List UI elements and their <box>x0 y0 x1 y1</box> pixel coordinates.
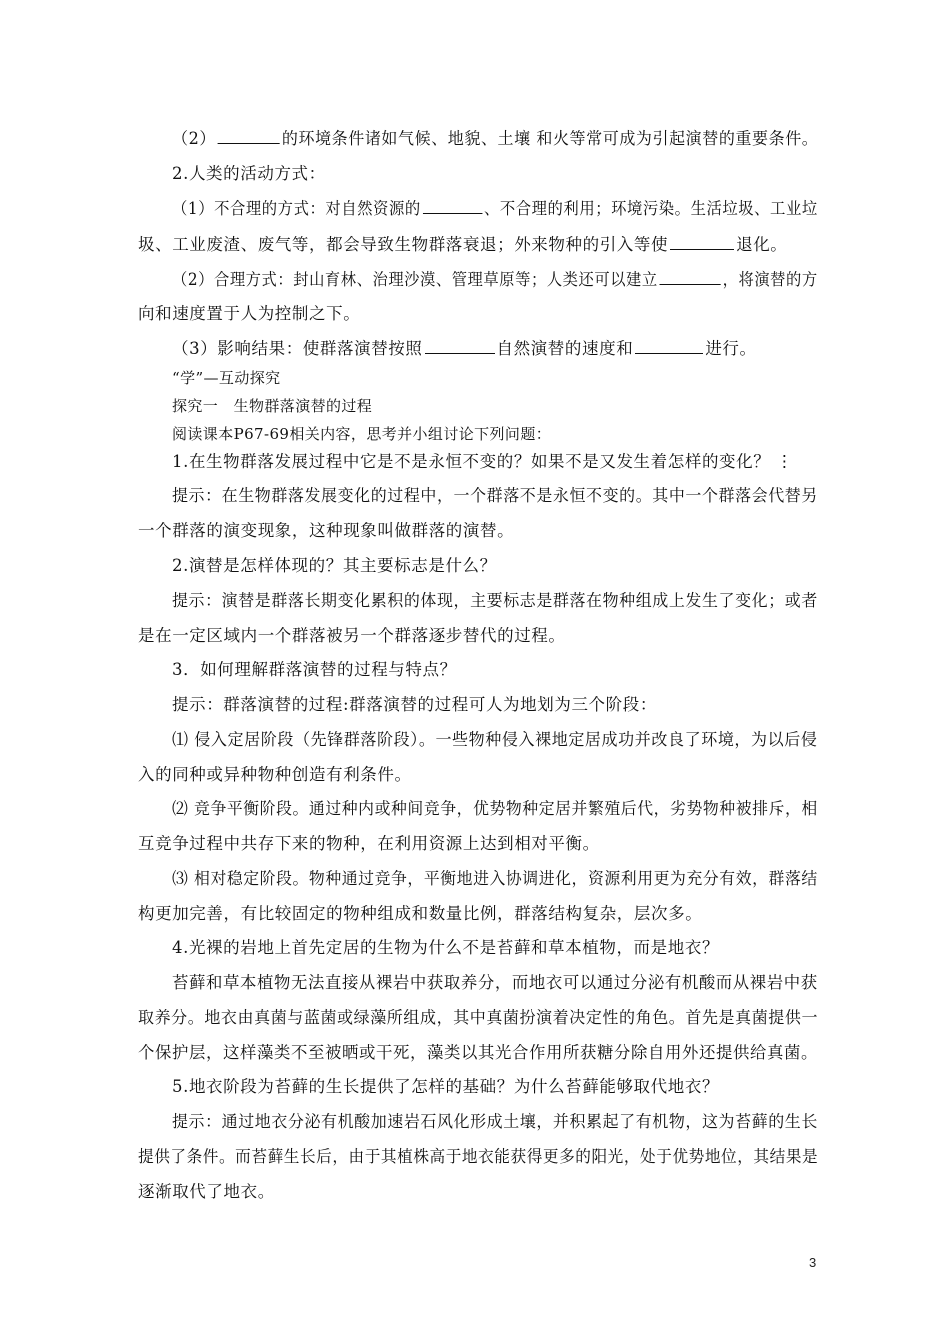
question-line: 2.演替是怎样体现的？其主要标志是什么？ <box>172 556 497 575</box>
text-segment: 圾、工业废渣、废气等，都会导致生物群落衰退；外来物种的引入等使 <box>138 235 669 254</box>
stage-line: ⑴ 侵入定居阶段（先锋群落阶段）。一些物种侵入裸地定居成功并改良了环境，为以后侵 <box>172 730 818 749</box>
question-line: 4.光裸的岩地上首先定居的生物为什么不是苔藓和草本植物，而是地衣？ <box>172 938 720 957</box>
answer-line: 提示：在生物群落发展变化的过程中，一个群落不是永恒不变的。其中一个群落会代替另 <box>172 486 818 505</box>
text-line <box>172 337 757 360</box>
instruction-line: 阅读课本P67-69相关内容，思考并小组讨论下列问题： <box>172 425 552 443</box>
fill-in-blank <box>660 268 721 285</box>
stage-line: ⑶ 相对稳定阶段。物种通过竞争，平衡地进入协调进化，资源利用更为充分有效，群落结 <box>172 869 818 888</box>
text-segment: 、不合理的利用；环境污染。生活垃圾、工业垃 <box>483 199 818 218</box>
answer-line: 一个群落的演变现象，这种现象叫做群落的演替。 <box>138 521 515 540</box>
stage-line: 入的同种或异种物种创造有利条件。 <box>138 765 412 784</box>
answer-line: 取养分。地衣由真菌与蓝菌或绿藻所组成，其中真菌扮演着决定性的角色。首先是真菌提供一 <box>138 1008 819 1027</box>
text-segment: 退化。 <box>736 235 788 254</box>
answer-line: 提示：通过地衣分泌有机酸加速岩石风化形成土壤，并积累起了有机物，这为苔藓的生长 <box>172 1112 818 1131</box>
answer-line: 个保护层，这样藻类不至被晒或干死，藻类以其光合作用所获糖分除自用外还提供给真菌。 <box>138 1043 819 1062</box>
answer-line: 苔藓和草本植物无法直接从裸岩中获取养分，而地衣可以通过分泌有机酸而从裸岩中获 <box>172 973 818 992</box>
answer-line: 逐渐取代了地衣。 <box>138 1182 275 1201</box>
text-segment: （3）影响结果：使群落演替按照 <box>172 339 423 358</box>
text-segment: （1）不合理的方式：对自然资源的 <box>172 199 421 218</box>
page-number: 3 <box>809 1255 817 1270</box>
stage-line: ⑵ 竞争平衡阶段。通过种内或种间竞争，优势物种定居并繁殖后代，劣势物种被排斥，相 <box>172 799 818 818</box>
stage-line: 互竞争过程中共存下来的物种，在利用资源上达到相对平衡。 <box>138 834 600 853</box>
question-line: 1.在生物群落发展过程中它是不是永恒不变的？如果不是又发生着怎样的变化？ ⋮ <box>172 452 794 471</box>
text-segment: 的环境条件诸如气候、地貌、土壤 和火等常可成为引起演替的重要条件。 <box>281 129 819 148</box>
fill-in-blank <box>635 337 703 354</box>
answer-line: 提示：演替是群落长期变化累积的体现，主要标志是群落在物种组成上发生了变化；或者 <box>172 591 818 610</box>
text-line <box>172 197 818 220</box>
text-line <box>172 127 818 150</box>
stage-line: 构更加完善，有比较固定的物种组成和数量比例，群落结构复杂，层次多。 <box>138 904 703 923</box>
text-segment: 自然演替的速度和 <box>496 339 634 358</box>
answer-line: 是在一定区域内一个群落被另一个群落逐步替代的过程。 <box>138 626 566 645</box>
fill-in-blank <box>425 337 495 354</box>
text-line: 向和速度置于人为控制之下。 <box>138 304 361 323</box>
question-line: 5.地衣阶段为苔藓的生长提供了怎样的基础？为什么苔藓能够取代地衣？ <box>172 1077 720 1096</box>
text-segment: 进行。 <box>705 339 757 358</box>
text-segment: ，将演替的方 <box>722 270 818 289</box>
fill-in-blank <box>423 197 482 214</box>
fill-in-blank <box>670 233 734 250</box>
question-line: 3．如何理解群落演替的过程与特点？ <box>172 660 457 679</box>
answer-line: 提示：群落演替的过程:群落演替的过程可人为地划为三个阶段： <box>172 695 657 714</box>
section-heading: 2.人类的活动方式： <box>172 164 326 183</box>
section-title: “学”—互动探究 <box>172 369 281 387</box>
fill-in-blank <box>218 127 280 144</box>
text-segment: （2）合理方式：封山育林、治理沙漠、管理草原等；人类还可以建立 <box>172 270 658 289</box>
section-title: 探究一 生物群落演替的过程 <box>172 397 373 415</box>
text-segment: （2） <box>172 129 216 148</box>
text-line <box>138 233 787 256</box>
answer-line: 提供了条件。而苔藓生长后，由于其植株高于地衣能获得更多的阳光，处于优势地位，其结果是 <box>138 1147 819 1166</box>
text-line <box>172 268 818 291</box>
